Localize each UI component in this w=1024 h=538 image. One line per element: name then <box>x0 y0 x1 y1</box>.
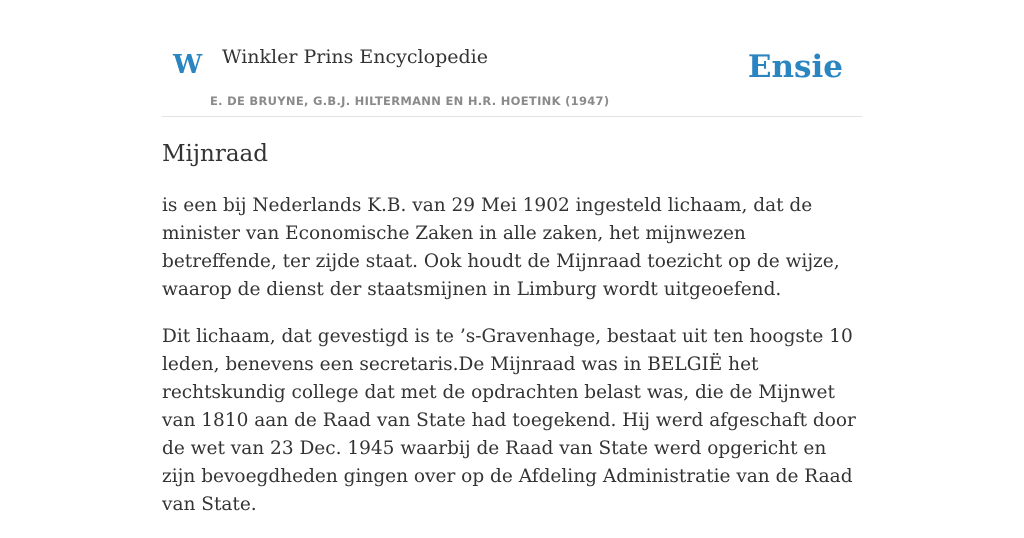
entry-title: Mijnraad <box>162 141 268 167</box>
encyclopedia-page <box>162 0 862 515</box>
winkler-prins-logo[interactable]: W <box>173 50 203 80</box>
authors-line: E. DE BRUYNE, G.B.J. HILTERMANN EN H.R. HOETINK (1947) <box>210 94 610 108</box>
page-header <box>162 0 862 117</box>
work-title-link[interactable]: Winkler Prins Encyclopedie <box>222 46 488 68</box>
entry-paragraph: Dit lichaam, dat gevestigd is te ’s-Gravenhage, bestaat uit ten hoogste 10 leden, benevens een secretaris.De Mijnraad was in BELGIË het rechtskundig college dat met de opdrachten belast was, die de Mijnwet van 1810 aan de Raad van State had toegekend. Hij werd afgeschaft door de wet van 23 Dec. 1945 waarbij de Raad van State werd opgericht en zijn bevoegdheden gingen over op de Afdeling Administratie van de Raad van State. <box>162 326 856 515</box>
ensie-brand-logo[interactable]: Ensie <box>747 49 843 85</box>
entry-paragraph: is een bij Nederlands K.B. van 29 Mei 1902 ingesteld lichaam, dat de minister van Economische Zaken in alle zaken, het mijnwezen betreffende, ter zijde staat. Ook houdt de Mijnraad toezicht op de wijze, waarop de dienst der staatsmijnen in Limburg wordt uitgeoefend. <box>162 195 840 300</box>
entry-body <box>162 192 862 538</box>
